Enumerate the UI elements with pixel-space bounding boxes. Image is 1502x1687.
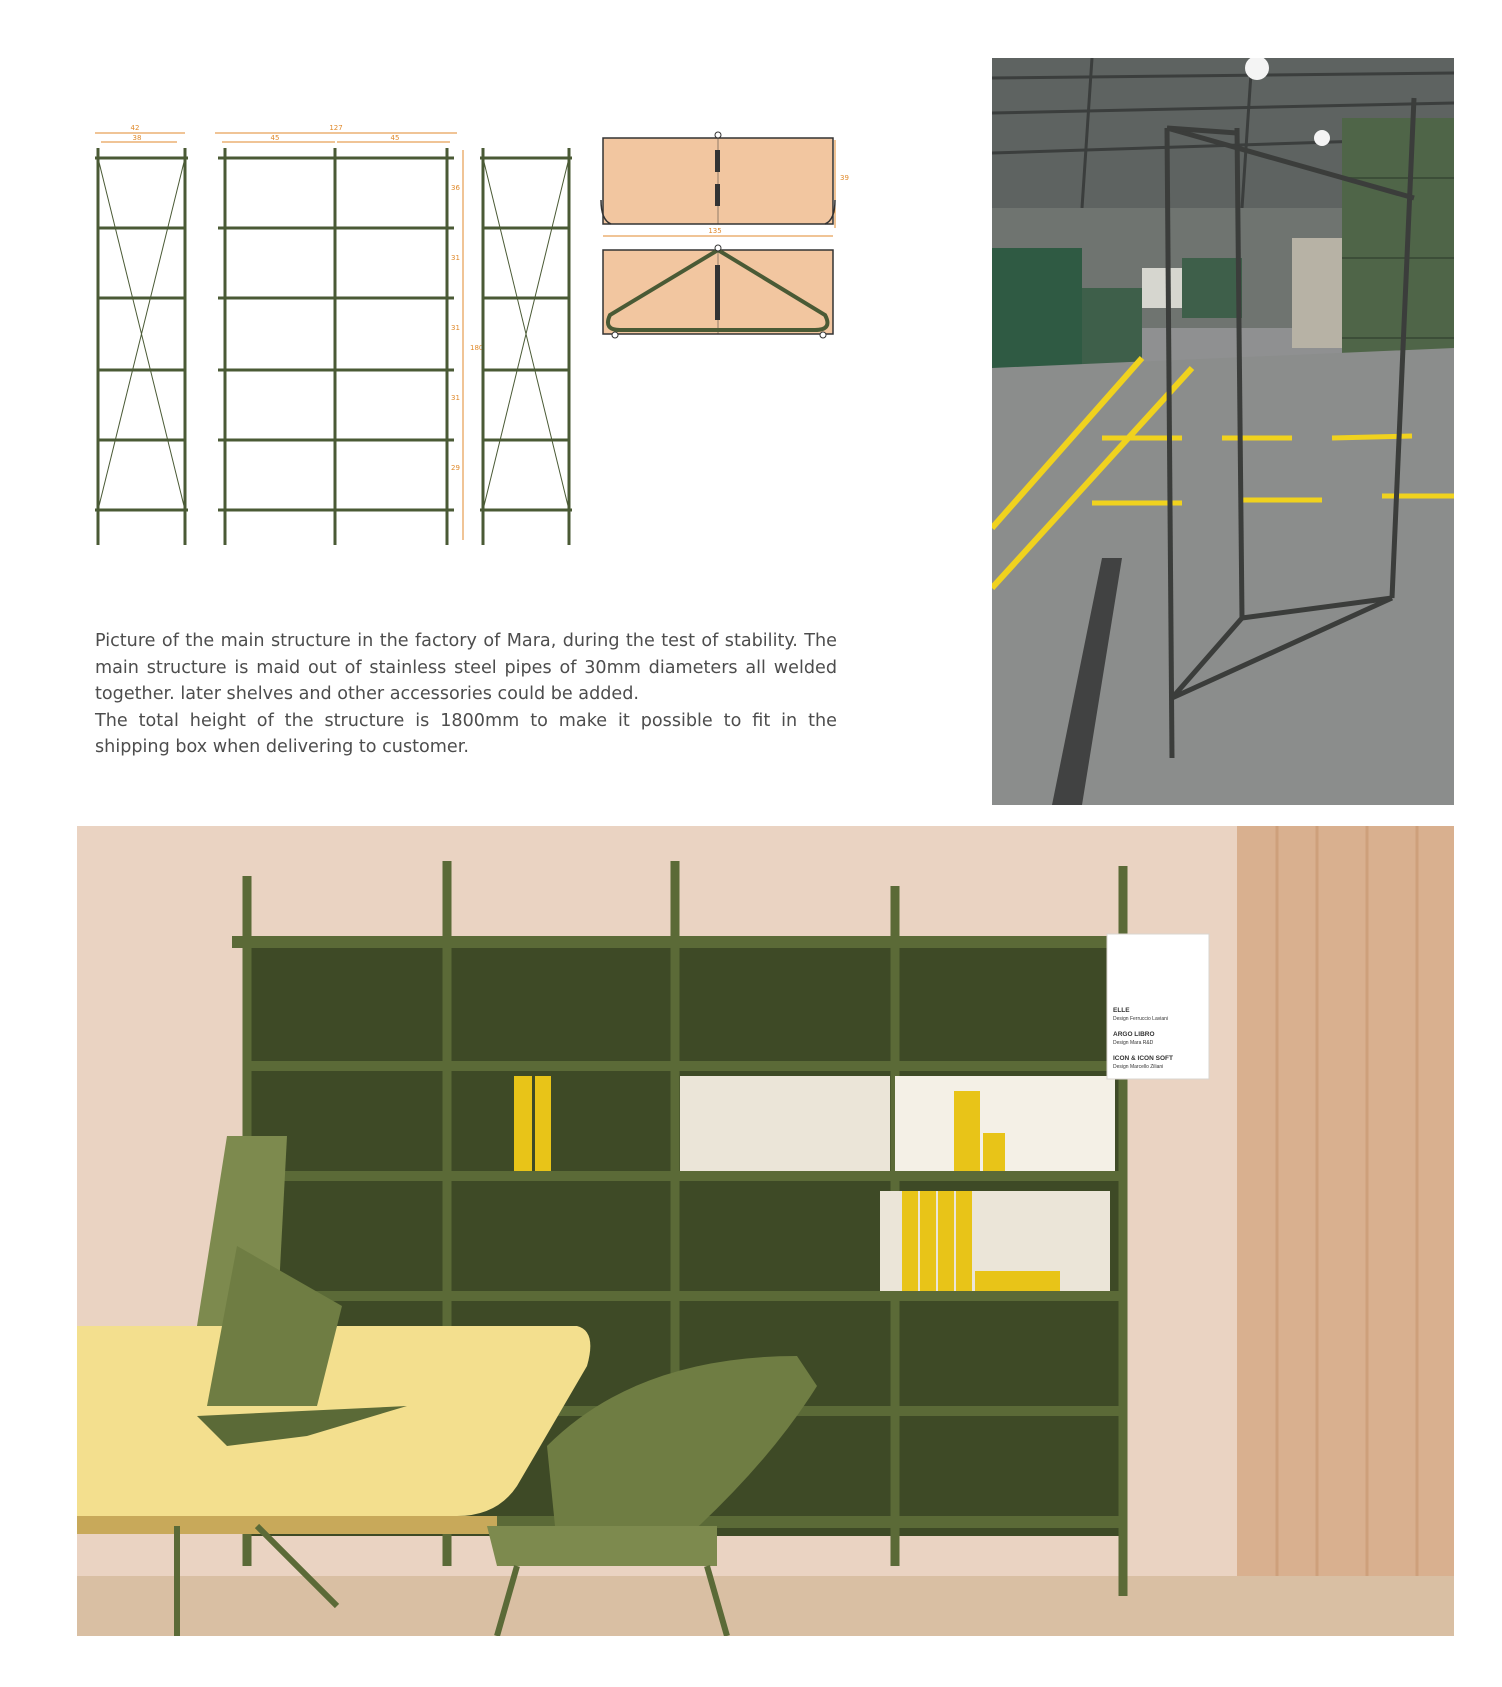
sign-sub-2: Design Mara R&D (1113, 1040, 1154, 1046)
shipping-box-closed (601, 132, 835, 224)
dim-height-seg-3: 31 (451, 324, 460, 332)
caption-paragraph-2: The total height of the structure is 1800mm to make it possible to fit in the shipping box when delivering to customer. (95, 710, 837, 758)
side-elevation-right (480, 148, 572, 545)
sign-sub-3: Design Marcello Ziliani (1113, 1064, 1164, 1070)
sign-sub-1: Design Ferruccio Laviani (1113, 1016, 1169, 1022)
dim-height-seg-1: 36 (451, 184, 460, 192)
dim-height-total: 180 (470, 344, 484, 352)
factory-photo (992, 58, 1454, 805)
dim-height-seg-4: 31 (451, 394, 460, 402)
technical-drawings (85, 120, 865, 560)
dim-front-total: 127 (329, 124, 343, 132)
sign-title-2: ARGO LIBRO (1113, 1031, 1155, 1038)
dim-box-width: 135 (708, 227, 722, 235)
dim-side-inner: 38 (132, 134, 142, 142)
side-elevation-left (95, 148, 188, 545)
shipping-box-open (603, 245, 833, 338)
dim-box-height: 39 (840, 174, 849, 182)
showroom-photo (77, 826, 1454, 1636)
dim-side-top: 42 (130, 124, 140, 132)
caption-paragraph-1: Picture of the main structure in the factory of Mara, during the test of stability. The main structure is maid out of stainless steel pipes of 30mm diameters all welded together. later shelves and other accessories could be added. (95, 631, 837, 705)
dim-front-left: 45 (270, 134, 280, 142)
sign-title-1: ELLE (1113, 1007, 1130, 1014)
dim-height-seg-5: 29 (451, 464, 460, 472)
sign-title-3: ICON & ICON SOFT (1113, 1055, 1173, 1062)
caption-text (95, 628, 837, 761)
front-elevation (218, 148, 454, 545)
dim-height-seg-2: 31 (451, 254, 460, 262)
dim-front-right: 45 (390, 134, 400, 142)
